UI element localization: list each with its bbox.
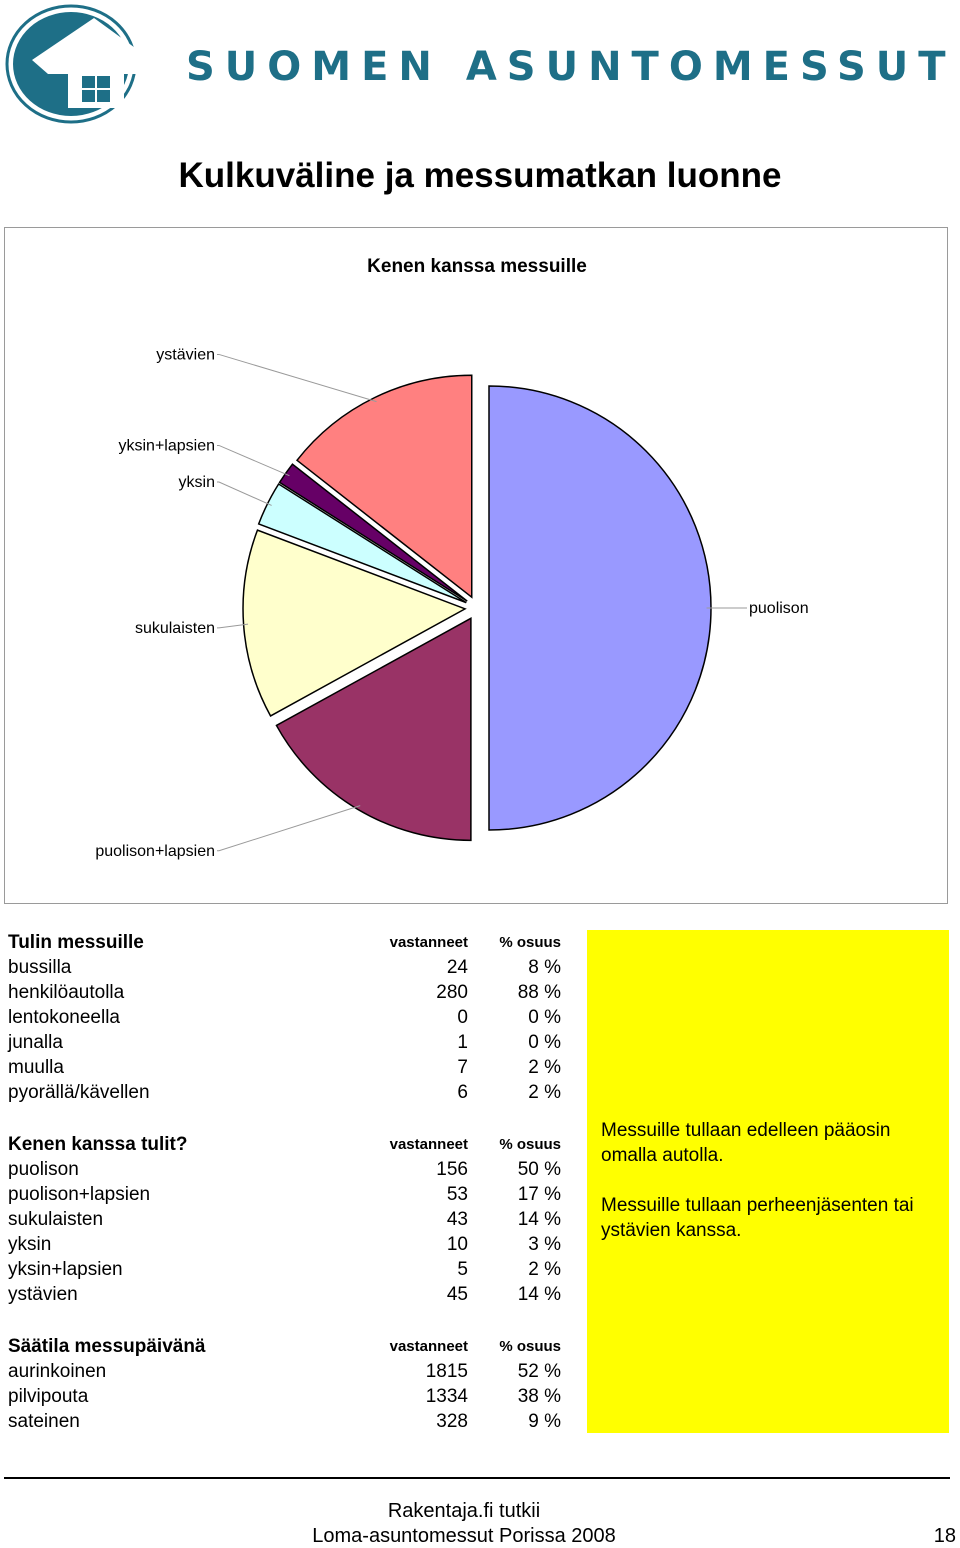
table-weather (8, 1334, 568, 1434)
column-header-share: % osuus (499, 1136, 561, 1153)
page-title: Kulkuväline ja messumatkan luonne (178, 156, 782, 195)
pie-chart (4, 227, 948, 904)
column-header-count: vastanneet (389, 1338, 468, 1355)
row-share: 17 % (517, 1184, 561, 1205)
row-count: 328 (436, 1411, 468, 1432)
row-share: 3 % (528, 1234, 561, 1255)
row-share: 9 % (528, 1411, 561, 1432)
table-row-yksin-lapsien (8, 1257, 568, 1282)
leader-line-puolison-lapsien (217, 806, 360, 851)
summary-note (587, 930, 949, 1433)
row-count: 43 (446, 1209, 468, 1230)
footer-divider (4, 1477, 950, 1479)
row-share: 0 % (528, 1032, 561, 1053)
footer-source: Rakentaja.fi tutkii (387, 1500, 541, 1522)
row-share: 0 % (528, 1007, 561, 1028)
table-row-bussilla (8, 955, 568, 980)
row-count: 156 (436, 1159, 468, 1180)
pie-slice-puolison (489, 386, 711, 830)
table-header (8, 930, 568, 955)
row-count: 1334 (425, 1386, 468, 1407)
leader-line-ystavien (217, 354, 377, 401)
table-row-pilvipouta (8, 1384, 568, 1409)
row-label: henkilöautolla (8, 982, 125, 1003)
house-logo-icon (4, 4, 138, 124)
row-share: 52 % (517, 1361, 561, 1382)
table-row-puolison-lapsien (8, 1182, 568, 1207)
table-row-junalla (8, 1030, 568, 1055)
row-count: 1815 (425, 1361, 468, 1382)
row-share: 2 % (528, 1082, 561, 1103)
row-label: sukulaisten (8, 1209, 104, 1230)
table-title: Kenen kanssa tulit? (8, 1134, 188, 1155)
row-label: puolison (8, 1159, 79, 1180)
row-count: 10 (446, 1234, 468, 1255)
row-label: aurinkoinen (8, 1361, 107, 1382)
table-row-pyoralla-kavellen (8, 1080, 568, 1105)
table-row-sukulaisten (8, 1207, 568, 1232)
row-share: 2 % (528, 1057, 561, 1078)
row-label: sateinen (8, 1411, 80, 1432)
table-row-puolison (8, 1157, 568, 1182)
column-header-count: vastanneet (389, 934, 468, 951)
row-label: bussilla (8, 957, 72, 978)
slice-label-yksin: yksin (178, 474, 215, 492)
column-header-count: vastanneet (389, 1136, 468, 1153)
table-title: Säätila messupäivänä (8, 1336, 206, 1357)
row-label: yksin (8, 1234, 52, 1255)
row-label: pyorällä/kävellen (8, 1082, 150, 1103)
row-share: 2 % (528, 1259, 561, 1280)
row-count: 0 (457, 1007, 468, 1028)
row-share: 88 % (517, 982, 561, 1003)
page-number: 18 (933, 1525, 956, 1547)
row-share: 14 % (517, 1284, 561, 1305)
row-label: puolison+lapsien (8, 1184, 151, 1205)
table-header (8, 1132, 568, 1157)
leader-line-yksin (217, 482, 272, 505)
note-line-2: Messuille tullaan perheenjäsenten tai ystävien kanssa. (601, 1195, 914, 1241)
row-share: 14 % (517, 1209, 561, 1230)
table-header (8, 1334, 568, 1359)
row-label: muulla (8, 1057, 64, 1078)
table-transport (8, 930, 568, 1105)
row-label: pilvipouta (8, 1386, 89, 1407)
row-count: 1 (457, 1032, 468, 1053)
row-share: 38 % (517, 1386, 561, 1407)
table-row-muulla (8, 1055, 568, 1080)
brand-name: SUOMEN ASUNTOMESSUT (186, 44, 956, 90)
slice-label-yksin-lapsien: yksin+lapsien (118, 437, 215, 455)
row-count: 45 (446, 1284, 468, 1305)
row-count: 5 (457, 1259, 468, 1280)
slice-label-puolison-lapsien: puolison+lapsien (95, 842, 215, 860)
row-count: 53 (446, 1184, 468, 1205)
row-label: junalla (8, 1032, 63, 1053)
row-label: yksin+lapsien (8, 1259, 123, 1280)
table-row-yksin (8, 1232, 568, 1257)
column-header-share: % osuus (499, 1338, 561, 1355)
row-count: 24 (446, 957, 468, 978)
table-row-lentokoneella (8, 1005, 568, 1030)
table-row-ystavien (8, 1282, 568, 1307)
row-share: 50 % (517, 1159, 561, 1180)
footer-event: Loma-asuntomessut Porissa 2008 (312, 1525, 616, 1547)
chart-title: Kenen kanssa messuille (367, 256, 587, 277)
column-header-share: % osuus (499, 934, 561, 951)
pie-chart-svg (5, 228, 949, 905)
table-row-aurinkoinen (8, 1359, 568, 1384)
note-line-1: Messuille tullaan edelleen pääosin omalla autolla. (601, 1120, 891, 1166)
row-count: 6 (457, 1082, 468, 1103)
row-count: 280 (436, 982, 468, 1003)
row-label: lentokoneella (8, 1007, 120, 1028)
row-share: 8 % (528, 957, 561, 978)
row-label: ystävien (8, 1284, 78, 1305)
row-count: 7 (457, 1057, 468, 1078)
table-row-henkiloautolla (8, 980, 568, 1005)
slice-label-ystavien: ystävien (156, 346, 215, 364)
slice-label-sukulaisten: sukulaisten (134, 619, 215, 637)
table-company (8, 1132, 568, 1307)
slice-label-puolison: puolison (749, 600, 809, 617)
table-row-sateinen (8, 1409, 568, 1434)
leader-line-yksin-lapsien (217, 445, 289, 475)
table-title: Tulin messuille (8, 932, 144, 953)
